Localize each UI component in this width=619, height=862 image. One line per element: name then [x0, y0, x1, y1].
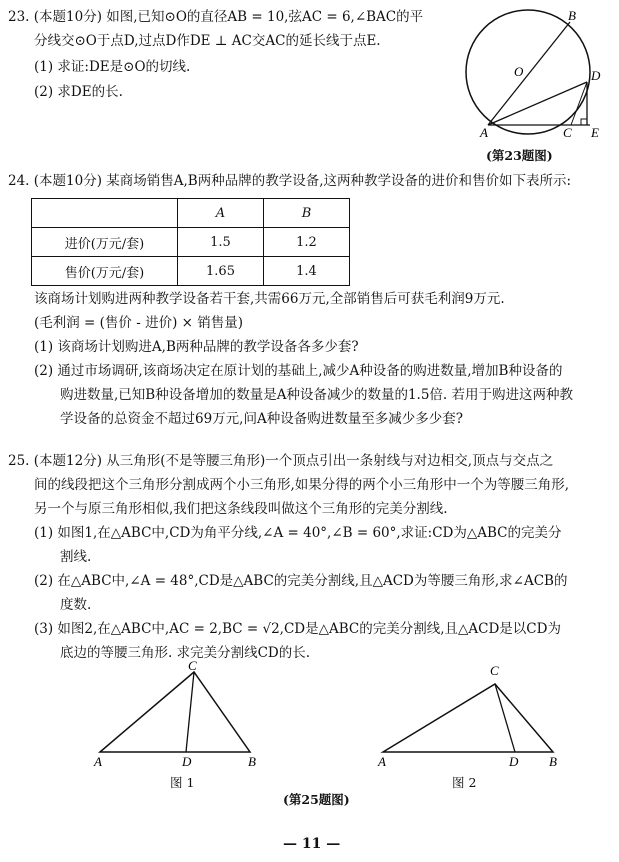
table-header-cell — [32, 199, 178, 228]
fig1-segment-cd — [186, 672, 194, 752]
table-cell: 售价(万元/套) — [32, 257, 178, 286]
page-number: — 11 — — [283, 836, 341, 852]
q23-label-d: D — [591, 68, 601, 83]
q25-part3-line1: (3) 如图2,在△ABC中,AC = 2,BC = √2,CD是△ABC的完美分割线,且△ACD是以CD为 — [34, 621, 561, 637]
fig2-label-c: C — [490, 663, 499, 678]
q24-part2-line1: (2) 通过市场调研,该商场决定在原计划的基础上,减少A种设备的购进数量,增加B种设备的 — [34, 363, 563, 379]
q25-part3-line2: 底边的等腰三角形. 求完美分割线CD的长. — [60, 645, 311, 661]
fig1-label-c: C — [188, 660, 197, 673]
fig1-triangle-abc — [100, 672, 250, 752]
q24-line1: 24. (本题10分) 某商场销售A,B两种品牌的教学设备,这两种教学设备的进价和售价如下表所示: — [8, 173, 572, 189]
fig2-segment-cd — [495, 684, 515, 752]
table-row — [32, 199, 350, 228]
q24-table — [31, 198, 350, 286]
q23-label-c: C — [563, 125, 572, 140]
q23-line1: 23. (本题10分) 如图,已知⊙O的直径AB = 10,弦AC = 6,∠BAC的平 — [8, 9, 424, 25]
q24-part2-line2: 购进数量,已知B种设备增加的数量是A种设备减少的数量的1.5倍. 若用于购进这两种教 — [60, 387, 574, 403]
q25-part1-line2: 割线. — [60, 549, 92, 565]
table-cell: 1.4 — [264, 257, 350, 286]
fig2-label-b: B — [549, 754, 557, 769]
fig1-label-a: A — [94, 754, 102, 769]
q23-diameter-ab — [488, 22, 570, 125]
fig2-label-d: D — [509, 754, 519, 769]
q25-fig1-caption: 图 1 — [170, 775, 195, 790]
table-header-cell: B — [264, 199, 350, 228]
q25-part1-line1: (1) 如图1,在△ABC中,CD为角平分线,∠A = 40°,∠B = 60°,求证:CD为△ABC的完美分 — [34, 525, 562, 541]
table-row — [32, 228, 350, 257]
q25-figure-1 — [90, 660, 280, 770]
table-cell: 1.5 — [178, 228, 264, 257]
q23-part2: (2) 求DE的长. — [34, 84, 123, 100]
q23-part1: (1) 求证:DE是⊙O的切线. — [34, 59, 191, 75]
table-cell: 1.65 — [178, 257, 264, 286]
table-cell: 进价(万元/套) — [32, 228, 178, 257]
q23-right-angle-mark — [581, 119, 587, 125]
fig1-label-b: B — [248, 754, 256, 769]
q23-label-o: O — [514, 64, 524, 79]
q25-fig2-caption: 图 2 — [452, 775, 477, 790]
q25-figure-2 — [375, 660, 575, 770]
fig2-triangle-abc — [383, 684, 553, 752]
fig2-label-a: A — [378, 754, 386, 769]
q25-line2: 间的线段把这个三角形分割成两个小三角形,如果分得的两个小三角形中一个为等腰三角形, — [34, 477, 570, 493]
q25-line3: 另一个与原三角形相似,我们把这条线段叫做这个三角形的完美分割线. — [34, 501, 448, 517]
q23-figure — [460, 0, 610, 170]
q23-label-b: B — [568, 8, 576, 23]
q24-formula: (毛利润 = (售价 - 进价) × 销售量) — [34, 315, 243, 331]
q25-caption: (第25题图) — [283, 792, 350, 807]
q24-part1: (1) 该商场计划购进A,B两种品牌的教学设备各多少套? — [34, 339, 359, 355]
q24-plan: 该商场计划购进两种教学设备若干套,共需66万元,全部销售后可获毛利润9万元. — [34, 291, 505, 307]
q23-line2: 分线交⊙O于点D,过点D作DE ⊥ AC交AC的延长线于点E. — [34, 33, 381, 49]
q23-label-e: E — [591, 125, 599, 140]
q24-part2-line3: 学设备的总资金不超过69万元,问A种设备购进数量至多减少多少套? — [60, 411, 463, 427]
table-row — [32, 257, 350, 286]
table-header-cell: A — [178, 199, 264, 228]
q25-line1: 25. (本题12分) 从三角形(不是等腰三角形)一个顶点引出一条射线与对边相交,顶点与交点之 — [8, 453, 554, 469]
q23-circle — [466, 10, 590, 134]
q25-part2-line1: (2) 在△ABC中,∠A = 48°,CD是△ABC的完美分割线,且△ACD为等腰三角形,求∠ACB的 — [34, 573, 568, 589]
q25-part2-line2: 度数. — [60, 597, 92, 613]
fig1-label-d: D — [182, 754, 192, 769]
q23-caption: (第23题图) — [486, 148, 553, 163]
q23-label-a: A — [480, 125, 488, 140]
table-cell: 1.2 — [264, 228, 350, 257]
q23-chord-ad — [488, 82, 587, 125]
